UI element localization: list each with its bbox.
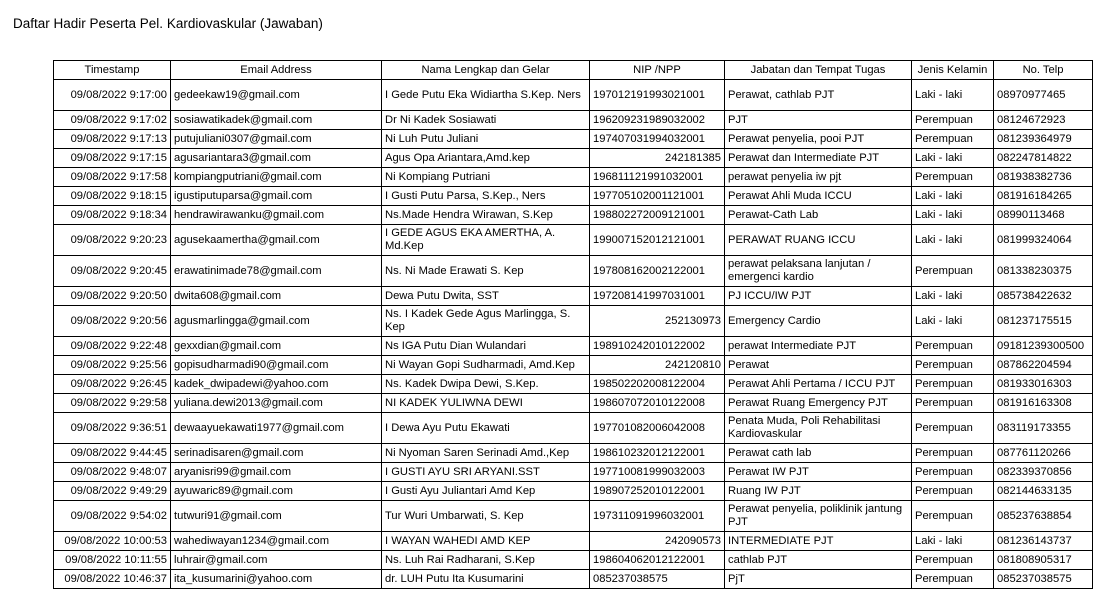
cell-timestamp: 09/08/2022 10:00:53: [54, 532, 171, 551]
cell-name: NI KADEK YULIWNA DEWI: [382, 394, 590, 413]
cell-gender: Perempuan: [912, 463, 994, 482]
cell-timestamp: 09/08/2022 9:17:00: [54, 80, 171, 111]
cell-position: INTERMEDIATE PJT: [725, 532, 912, 551]
cell-name: I GEDE AGUS EKA AMERTHA, A. Md.Kep: [382, 225, 590, 256]
header-phone: No. Telp: [994, 61, 1093, 80]
cell-gender: Laki - laki: [912, 306, 994, 337]
table-row: [54, 532, 1093, 551]
cell-timestamp: 09/08/2022 9:20:45: [54, 256, 171, 287]
table-row: [54, 287, 1093, 306]
cell-gender: Perempuan: [912, 551, 994, 570]
table-row: [54, 111, 1093, 130]
cell-name: I GUSTI AYU SRI ARYANI.SST: [382, 463, 590, 482]
cell-timestamp: 09/08/2022 9:25:56: [54, 356, 171, 375]
cell-nip: 242090573: [590, 532, 725, 551]
cell-nip: 198910242010122002: [590, 337, 725, 356]
cell-phone: 083119173355: [994, 413, 1093, 444]
cell-phone: 082339370856: [994, 463, 1093, 482]
cell-phone: 081239364979: [994, 130, 1093, 149]
cell-timestamp: 09/08/2022 9:22:48: [54, 337, 171, 356]
table-row: [54, 130, 1093, 149]
cell-name: Agus Opa Ariantara,Amd.kep: [382, 149, 590, 168]
cell-timestamp: 09/08/2022 9:17:58: [54, 168, 171, 187]
cell-email: agusekaamertha@gmail.com: [171, 225, 382, 256]
cell-gender: Laki - laki: [912, 532, 994, 551]
cell-position: Perawat-Cath Lab: [725, 206, 912, 225]
cell-gender: Perempuan: [912, 501, 994, 532]
table-row: [54, 337, 1093, 356]
cell-email: tutwuri91@gmail.com: [171, 501, 382, 532]
cell-name: Ni Nyoman Saren Serinadi Amd.,Kep: [382, 444, 590, 463]
table-row: [54, 413, 1093, 444]
cell-nip: 252130973: [590, 306, 725, 337]
cell-email: yuliana.dewi2013@gmail.com: [171, 394, 382, 413]
table-row: [54, 375, 1093, 394]
header-email: Email Address: [171, 61, 382, 80]
cell-nip: 242120810: [590, 356, 725, 375]
cell-email: gexxdian@gmail.com: [171, 337, 382, 356]
cell-nip: 196209231989032002: [590, 111, 725, 130]
cell-phone: 081999324064: [994, 225, 1093, 256]
cell-nip: 197710081999032003: [590, 463, 725, 482]
table-row: [54, 444, 1093, 463]
cell-position: perawat penyelia iw pjt: [725, 168, 912, 187]
cell-phone: 081933016303: [994, 375, 1093, 394]
table-row: [54, 306, 1093, 337]
cell-name: Ns. Ni Made Erawati S. Kep: [382, 256, 590, 287]
cell-position: Perawat penyelia, poliklinik jantung PJT: [725, 501, 912, 532]
cell-gender: Laki - laki: [912, 206, 994, 225]
cell-name: Ni Kompiang Putriani: [382, 168, 590, 187]
cell-email: kadek_dwipadewi@yahoo.com: [171, 375, 382, 394]
cell-email: agusariantara3@gmail.com: [171, 149, 382, 168]
cell-phone: 082144633135: [994, 482, 1093, 501]
table-row: [54, 501, 1093, 532]
cell-gender: Laki - laki: [912, 149, 994, 168]
cell-name: I WAYAN WAHEDI AMD KEP: [382, 532, 590, 551]
cell-phone: 085237638854: [994, 501, 1093, 532]
cell-name: Ns. I Kadek Gede Agus Marlingga, S. Kep: [382, 306, 590, 337]
cell-gender: Laki - laki: [912, 187, 994, 206]
cell-phone: 087862204594: [994, 356, 1093, 375]
cell-timestamp: 09/08/2022 9:17:13: [54, 130, 171, 149]
cell-nip: 197407031994032001: [590, 130, 725, 149]
cell-nip: 198502202008122004: [590, 375, 725, 394]
table-row: [54, 482, 1093, 501]
cell-name: dr. LUH Putu Ita Kusumarini: [382, 570, 590, 589]
cell-gender: Perempuan: [912, 444, 994, 463]
cell-position: Perawat dan Intermediate PJT: [725, 149, 912, 168]
cell-email: luhrair@gmail.com: [171, 551, 382, 570]
header-gender: Jenis Kelamin: [912, 61, 994, 80]
cell-position: cathlab PJT: [725, 551, 912, 570]
cell-timestamp: 09/08/2022 10:11:55: [54, 551, 171, 570]
cell-nip: 197208141997031001: [590, 287, 725, 306]
table-row: [54, 551, 1093, 570]
cell-timestamp: 09/08/2022 9:44:45: [54, 444, 171, 463]
cell-nip: 198907252010122001: [590, 482, 725, 501]
table-header-row: [54, 61, 1093, 80]
cell-nip: 198610232012122001: [590, 444, 725, 463]
table-row: [54, 463, 1093, 482]
cell-gender: Perempuan: [912, 482, 994, 501]
cell-nip: 198604062012122001: [590, 551, 725, 570]
cell-timestamp: 09/08/2022 9:20:56: [54, 306, 171, 337]
cell-position: Perawat, cathlab PJT: [725, 80, 912, 111]
cell-name: Ns IGA Putu Dian Wulandari: [382, 337, 590, 356]
cell-email: kompiangputriani@gmail.com: [171, 168, 382, 187]
cell-phone: 08990113468: [994, 206, 1093, 225]
cell-name: Ns. Luh Rai Radharani, S.Kep: [382, 551, 590, 570]
cell-email: dewaayuekawati1977@gmail.com: [171, 413, 382, 444]
cell-nip: 085237038575: [590, 570, 725, 589]
cell-nip: 197311091996032001: [590, 501, 725, 532]
cell-position: PJT: [725, 111, 912, 130]
cell-phone: 09181239300500: [994, 337, 1093, 356]
cell-position: Perawat IW PJT: [725, 463, 912, 482]
table-row: [54, 256, 1093, 287]
cell-gender: Laki - laki: [912, 287, 994, 306]
table-row: [54, 168, 1093, 187]
cell-email: aryanisri99@gmail.com: [171, 463, 382, 482]
cell-gender: Perempuan: [912, 356, 994, 375]
header-nip: NIP /NPP: [590, 61, 725, 80]
cell-name: I Gede Putu Eka Widiartha S.Kep. Ners: [382, 80, 590, 111]
cell-phone: 085237038575: [994, 570, 1093, 589]
cell-phone: 081808905317: [994, 551, 1093, 570]
cell-nip: 197808162002122001: [590, 256, 725, 287]
table-row: [54, 80, 1093, 111]
table-row: [54, 570, 1093, 589]
cell-timestamp: 09/08/2022 10:46:37: [54, 570, 171, 589]
cell-email: putujuliani0307@gmail.com: [171, 130, 382, 149]
cell-phone: 081916184265: [994, 187, 1093, 206]
cell-name: Ni Wayan Gopi Sudharmadi, Amd.Kep: [382, 356, 590, 375]
cell-email: ayuwaric89@gmail.com: [171, 482, 382, 501]
cell-position: Perawat Ahli Pertama / ICCU PJT: [725, 375, 912, 394]
cell-position: Perawat Ahli Muda ICCU: [725, 187, 912, 206]
attendance-table: [53, 60, 1093, 589]
cell-gender: Perempuan: [912, 168, 994, 187]
cell-nip: 242181385: [590, 149, 725, 168]
cell-phone: 081236143737: [994, 532, 1093, 551]
cell-name: Tur Wuri Umbarwati, S. Kep: [382, 501, 590, 532]
cell-name: Dr Ni Kadek Sosiawati: [382, 111, 590, 130]
cell-name: Ns.Made Hendra Wirawan, S.Kep: [382, 206, 590, 225]
cell-position: Perawat penyelia, pooi PJT: [725, 130, 912, 149]
cell-email: erawatinimade78@gmail.com: [171, 256, 382, 287]
cell-nip: 199007152012121001: [590, 225, 725, 256]
cell-email: serinadisaren@gmail.com: [171, 444, 382, 463]
cell-gender: Perempuan: [912, 130, 994, 149]
cell-email: gedeekaw19@gmail.com: [171, 80, 382, 111]
cell-gender: Laki - laki: [912, 225, 994, 256]
cell-position: PjT: [725, 570, 912, 589]
cell-email: hendrawirawanku@gmail.com: [171, 206, 382, 225]
cell-timestamp: 09/08/2022 9:20:23: [54, 225, 171, 256]
cell-timestamp: 09/08/2022 9:18:15: [54, 187, 171, 206]
cell-nip: 197012191993021001: [590, 80, 725, 111]
cell-phone: 081237175515: [994, 306, 1093, 337]
cell-position: Perawat: [725, 356, 912, 375]
cell-phone: 081916163308: [994, 394, 1093, 413]
cell-timestamp: 09/08/2022 9:29:58: [54, 394, 171, 413]
cell-timestamp: 09/08/2022 9:20:50: [54, 287, 171, 306]
cell-position: perawat Intermediate PJT: [725, 337, 912, 356]
cell-phone: 081938382736: [994, 168, 1093, 187]
cell-timestamp: 09/08/2022 9:54:02: [54, 501, 171, 532]
cell-position: Ruang IW PJT: [725, 482, 912, 501]
header-name: Nama Lengkap dan Gelar: [382, 61, 590, 80]
cell-name: Dewa Putu Dwita, SST: [382, 287, 590, 306]
table-row: [54, 225, 1093, 256]
cell-position: Perawat cath lab: [725, 444, 912, 463]
cell-gender: Perempuan: [912, 256, 994, 287]
cell-timestamp: 09/08/2022 9:17:02: [54, 111, 171, 130]
cell-name: Ni Luh Putu Juliani: [382, 130, 590, 149]
cell-timestamp: 09/08/2022 9:26:45: [54, 375, 171, 394]
cell-timestamp: 09/08/2022 9:49:29: [54, 482, 171, 501]
cell-email: sosiawatikadek@gmail.com: [171, 111, 382, 130]
cell-phone: 08124672923: [994, 111, 1093, 130]
cell-position: PERAWAT RUANG ICCU: [725, 225, 912, 256]
cell-name: I Dewa Ayu Putu Ekawati: [382, 413, 590, 444]
cell-nip: 198802272009121001: [590, 206, 725, 225]
table-row: [54, 394, 1093, 413]
cell-phone: 08970977465: [994, 80, 1093, 111]
cell-position: Emergency Cardio: [725, 306, 912, 337]
cell-phone: 082247814822: [994, 149, 1093, 168]
cell-position: Perawat Ruang Emergency PJT: [725, 394, 912, 413]
cell-email: gopisudharmadi90@gmail.com: [171, 356, 382, 375]
cell-phone: 087761120266: [994, 444, 1093, 463]
cell-phone: 081338230375: [994, 256, 1093, 287]
cell-nip: 197701082006042008: [590, 413, 725, 444]
document-title: Daftar Hadir Peserta Pel. Kardiovaskular (Jawaban): [13, 16, 323, 31]
cell-email: igustiputuparsa@gmail.com: [171, 187, 382, 206]
cell-email: ita_kusumarini@yahoo.com: [171, 570, 382, 589]
cell-nip: 198607072010122008: [590, 394, 725, 413]
cell-email: wahediwayan1234@gmail.com: [171, 532, 382, 551]
cell-phone: 085738422632: [994, 287, 1093, 306]
cell-gender: Perempuan: [912, 394, 994, 413]
cell-gender: Perempuan: [912, 111, 994, 130]
cell-gender: Perempuan: [912, 375, 994, 394]
cell-position: perawat pelaksana lanjutan / emergenci kardio: [725, 256, 912, 287]
cell-timestamp: 09/08/2022 9:48:07: [54, 463, 171, 482]
header-position: Jabatan dan Tempat Tugas: [725, 61, 912, 80]
table-body: [54, 80, 1093, 589]
cell-timestamp: 09/08/2022 9:36:51: [54, 413, 171, 444]
table-row: [54, 206, 1093, 225]
cell-email: dwita608@gmail.com: [171, 287, 382, 306]
table-row: [54, 149, 1093, 168]
cell-nip: 197705102001121001: [590, 187, 725, 206]
cell-gender: Laki - laki: [912, 80, 994, 111]
cell-gender: Perempuan: [912, 337, 994, 356]
header-timestamp: Timestamp: [54, 61, 171, 80]
cell-position: PJ ICCU/IW PJT: [725, 287, 912, 306]
cell-gender: Perempuan: [912, 413, 994, 444]
cell-name: Ns. Kadek Dwipa Dewi, S.Kep.: [382, 375, 590, 394]
cell-position: Penata Muda, Poli Rehabilitasi Kardiovaskular: [725, 413, 912, 444]
cell-timestamp: 09/08/2022 9:18:34: [54, 206, 171, 225]
cell-name: I Gusti Putu Parsa, S.Kep., Ners: [382, 187, 590, 206]
table-row: [54, 356, 1093, 375]
cell-name: I Gusti Ayu Juliantari Amd Kep: [382, 482, 590, 501]
table-row: [54, 187, 1093, 206]
cell-gender: Perempuan: [912, 570, 994, 589]
cell-nip: 196811121991032001: [590, 168, 725, 187]
cell-timestamp: 09/08/2022 9:17:15: [54, 149, 171, 168]
cell-email: agusmarlingga@gmail.com: [171, 306, 382, 337]
